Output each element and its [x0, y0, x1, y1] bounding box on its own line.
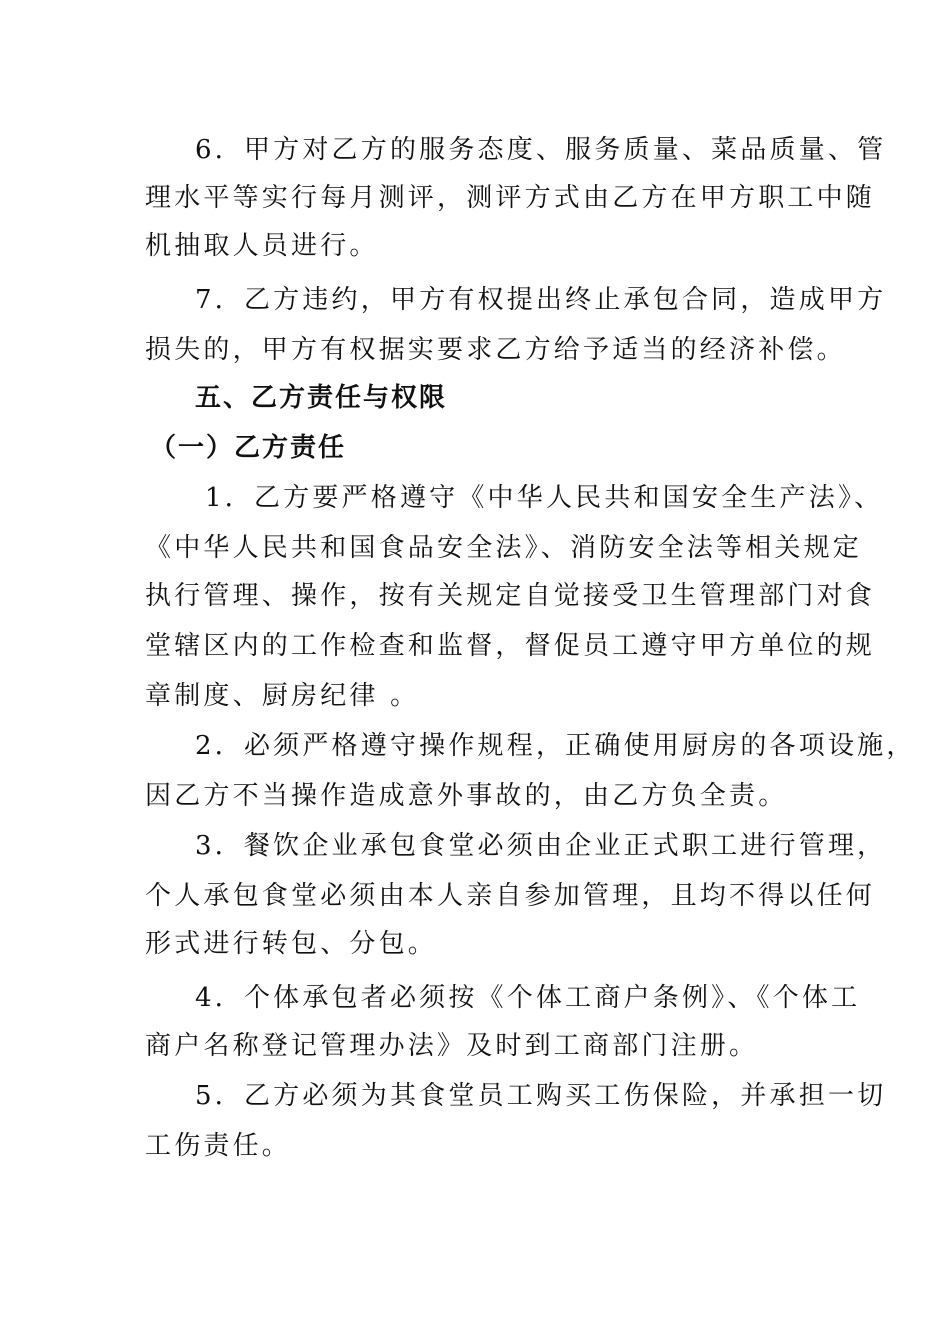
item-3-line-2: 个人承包食堂必须由本人亲自参加管理，且均不得以任何 — [145, 881, 876, 911]
item-4-line-2: 商户名称登记管理办法》及时到工商部门注册。 — [145, 1031, 759, 1061]
item-5-line-2: 工伤责任。 — [145, 1131, 292, 1161]
item-1-line-4: 堂辖区内的工作检查和监督，督促员工遵守甲方单位的规 — [145, 631, 876, 661]
item-1-line-1: 1．乙方要严格遵守《中华人民共和国安全生产法》、 — [205, 483, 884, 513]
paragraph-7-line-2: 损失的，甲方有权据实要求乙方给予适当的经济补偿。 — [145, 335, 846, 365]
paragraph-6-line-3: 机抽取人员进行。 — [145, 231, 379, 261]
item-3-line-1: 3．餐饮企业承包食堂必须由企业正式职工进行管理， — [195, 831, 887, 861]
item-2-line-1: 2．必须严格遵守操作规程，正确使用厨房的各项设施， — [195, 731, 916, 761]
section-heading: 五、乙方责任与权限 — [195, 383, 448, 413]
paragraph-7-line-1: 7．乙方违约，甲方有权提出终止承包合同，造成甲方 — [195, 285, 887, 315]
item-2-line-2: 因乙方不当操作造成意外事故的，由乙方负全责。 — [145, 781, 788, 811]
item-1-line-3: 执行管理、操作，按有关规定自觉接受卫生管理部门对食 — [145, 581, 876, 611]
item-1-line-5: 章制度、厨房纪律 。 — [145, 681, 420, 711]
paragraph-6-line-2: 理水平等实行每月测评，测评方式由乙方在甲方职工中随 — [145, 183, 876, 213]
item-1-line-2: 《中华人民共和国食品安全法》、消防安全法等相关规定 — [145, 533, 863, 563]
item-4-line-1: 4．个体承包者必须按《个体工商户条例》、《个体工 — [195, 983, 861, 1013]
item-3-line-3: 形式进行转包、分包。 — [145, 929, 438, 959]
item-5-line-1: 5．乙方必须为其食堂员工购买工伤保险，并承担一切 — [195, 1081, 887, 1111]
paragraph-6-line-1: 6．甲方对乙方的服务态度、服务质量、菜品质量、管 — [195, 135, 887, 165]
subsection-heading: （一）乙方责任 — [150, 433, 347, 463]
